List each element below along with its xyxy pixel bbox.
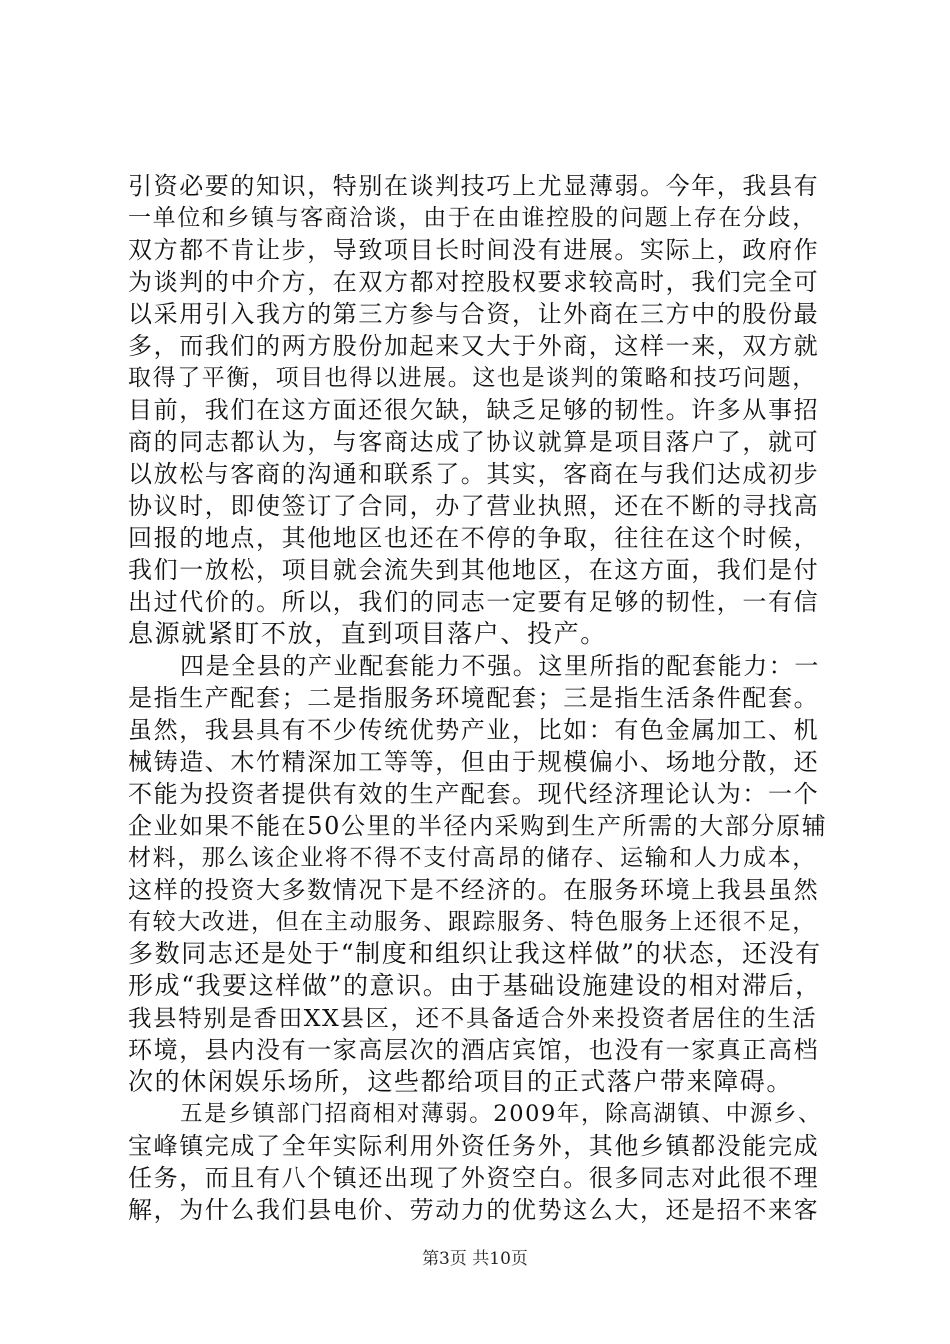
text-line: 材料，那么该企业将不得不支付高昂的储存、运输和人力成本，: [128, 845, 817, 871]
text-line: 械铸造、木竹精深加工等等，但由于规模偏小、场地分散，还: [128, 748, 820, 776]
text-line: 环境，县内没有一家高层次的酒店宾馆，也没有一家真正高档: [128, 1036, 820, 1064]
text-line: 协议时，即使签订了合同，办了营业执照，还在不断的寻找高: [128, 492, 820, 520]
text-line: 商的同志都认为，与客商达成了协议就算是项目落户了，就可: [128, 428, 820, 456]
page-number-footer: 第3页 共10页: [422, 1249, 528, 1269]
text-line: 一单位和乡镇与客商洽谈，由于在由谁控股的问题上存在分歧，: [128, 205, 817, 231]
text-line: 次的休闲娱乐场所，这些都给项目的正式落户带来障碍。: [128, 1067, 794, 1096]
text-line: 以放松与客商的沟通和联系了。其实，客商在与我们达成初步: [128, 460, 820, 488]
text-line: 多数同志还是处于“制度和组织让我这样做”的状态，还没有: [128, 939, 822, 968]
text-line: 五是乡镇部门招商相对薄弱。2009年，除高湖镇、中源乡、: [180, 1101, 823, 1127]
text-line: 双方都不肯让步，导致项目长时间没有进展。实际上，政府作: [128, 236, 820, 264]
text-line: 解，为什么我们县电价、劳动力的优势这么大，还是招不来客: [128, 1196, 820, 1224]
text-line: 四是全县的产业配套能力不强。这里所指的配套能力：一: [180, 652, 820, 680]
text-line: 以采用引入我方的第三方参与合资，让外商在三方中的股份最: [128, 300, 820, 328]
text-line: 形成“我要这样做”的意识。由于基础设施建设的相对滞后，: [128, 971, 822, 1000]
text-line: 出过代价的。所以，我们的同志一定要有足够的韧性，一有信: [128, 588, 820, 616]
text-line: 取得了平衡，项目也得以进展。这也是谈判的策略和技巧问题，: [128, 365, 817, 391]
text-line: 有较大改进，但在主动服务、跟踪服务、特色服务上还很不足，: [128, 909, 817, 935]
text-line: 不能为投资者提供有效的生产配套。现代经济理论认为：一个: [128, 780, 820, 808]
text-line: 息源就紧盯不放，直到项目落户、投产。: [128, 619, 607, 648]
text-line: 企业如果不能在50公里的半径内采购到生产所需的大部分原辅: [128, 812, 828, 840]
text-line: 任务，而且有八个镇还出现了外资空白。很多同志对此很不理: [128, 1164, 820, 1192]
text-line: 这样的投资大多数情况下是不经济的。在服务环境上我县虽然: [128, 876, 820, 904]
text-line: 多，而我们的两方股份加起来又大于外商，这样一来，双方就: [128, 332, 820, 360]
text-line: 我们一放松，项目就会流失到其他地区，在这方面，我们是付: [128, 556, 820, 584]
text-line: 为谈判的中介方，在双方都对控股权要求较高时，我们完全可: [128, 268, 820, 296]
text-line: 引资必要的知识，特别在谈判技巧上尤显薄弱。今年，我县有: [128, 172, 820, 200]
text-line: 目前，我们在这方面还很欠缺，缺乏足够的韧性。许多从事招: [128, 396, 820, 424]
text-line: 我县特别是香田XX县区，还不具备适合外来投资者居住的生活: [128, 1004, 818, 1032]
text-line: 回报的地点，其他地区也还在不停的争取，往往在这个时候，: [128, 524, 820, 552]
text-line: 是指生产配套；二是指服务环境配套；三是指生活条件配套。: [128, 684, 820, 712]
body-text: [128, 170, 828, 1226]
text-line: 虽然，我县具有不少传统优势产业，比如：有色金属加工、机: [128, 716, 820, 744]
text-line: 宝峰镇完成了全年实际利用外资任务外，其他乡镇都没能完成: [128, 1132, 820, 1160]
